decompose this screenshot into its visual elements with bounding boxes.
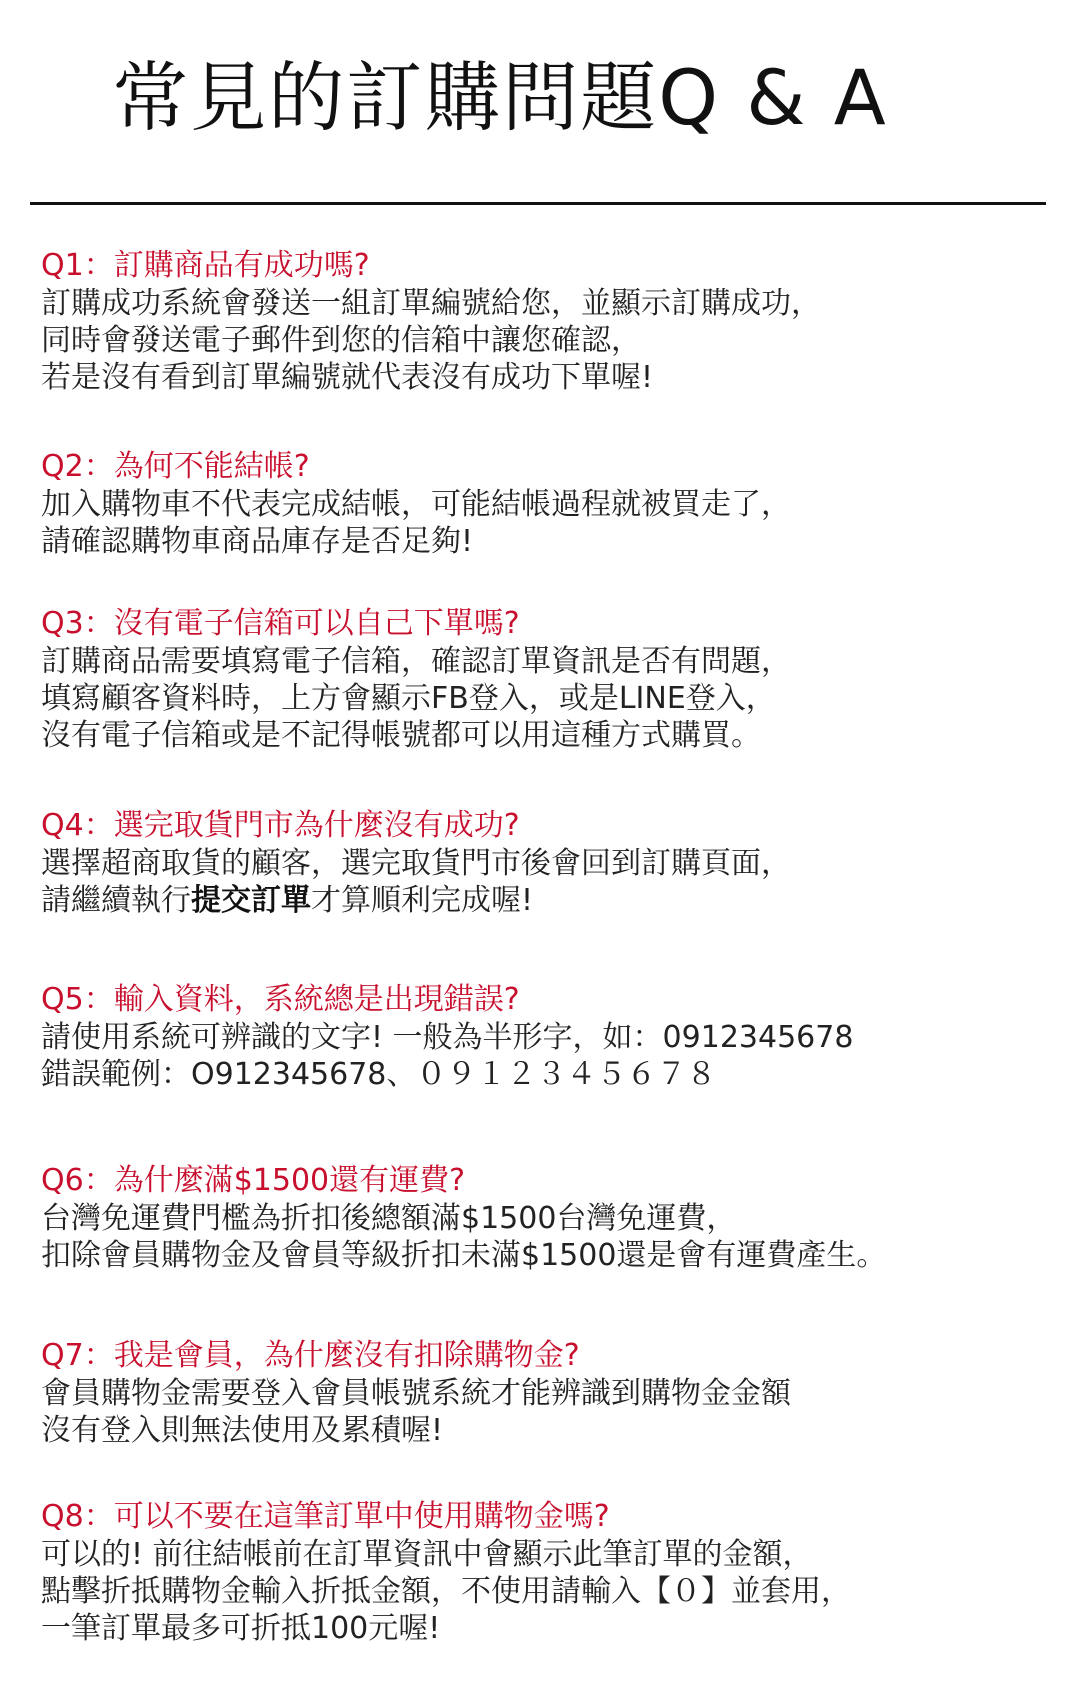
faq-item-q3 bbox=[41, 606, 1061, 754]
answer-line: 請使用系統可辨識的文字! 一般為半形字，如：0912345678 bbox=[41, 1020, 854, 1055]
faq-answer bbox=[41, 1019, 1061, 1093]
faq-item-q5 bbox=[41, 982, 1061, 1093]
faq-answer bbox=[41, 845, 1061, 919]
page-title: 常見的訂購問題Q & A bbox=[112, 53, 888, 142]
faq-item-q2 bbox=[41, 449, 1061, 560]
answer-line: 一筆訂單最多可折抵100元喔! bbox=[41, 1611, 441, 1646]
title-divider bbox=[30, 202, 1046, 205]
answer-line: 訂購成功系統會發送一組訂單編號給您，並顯示訂購成功， bbox=[41, 286, 821, 321]
faq-question: Q7：我是會員，為什麼沒有扣除購物金? bbox=[41, 1338, 580, 1373]
faq-answer bbox=[41, 1375, 1061, 1449]
answer-line: 若是沒有看到訂單編號就代表沒有成功下單喔! bbox=[41, 360, 654, 395]
answer-line: 台灣免運費門檻為折扣後總額滿$1500台灣免運費， bbox=[41, 1201, 737, 1236]
faq-answer bbox=[41, 1200, 1061, 1274]
faq-question: Q4：選完取貨門市為什麼沒有成功? bbox=[41, 808, 520, 843]
answer-line: 選擇超商取貨的顧客，選完取貨門市後會回到訂購頁面， bbox=[41, 846, 791, 881]
faq-question: Q8：可以不要在這筆訂單中使用購物金嗎? bbox=[41, 1499, 610, 1534]
answer-line: 沒有登入則無法使用及累積喔! bbox=[41, 1413, 444, 1448]
answer-line: 可以的! 前往結帳前在訂單資訊中會顯示此筆訂單的金額， bbox=[41, 1537, 813, 1572]
answer-text: 才算順利完成喔! bbox=[311, 883, 534, 918]
submit-order-emphasis: 提交訂單 bbox=[191, 883, 311, 918]
faq-item-q4 bbox=[41, 808, 1061, 919]
faq-item-q8 bbox=[41, 1499, 1061, 1647]
answer-text: 請繼續執行 bbox=[41, 883, 191, 918]
answer-line: 扣除會員購物金及會員等級折扣未滿$1500還是會有運費產生。 bbox=[41, 1238, 887, 1273]
faq-question: Q3：沒有電子信箱可以自己下單嗎? bbox=[41, 606, 520, 641]
faq-answer bbox=[41, 486, 1061, 560]
faq-answer bbox=[41, 643, 1061, 754]
faq-question: Q2：為何不能結帳? bbox=[41, 449, 310, 484]
answer-line: 填寫顧客資料時，上方會顯示FB登入，或是LINE登入， bbox=[41, 681, 776, 716]
answer-line: 訂購商品需要填寫電子信箱，確認訂單資訊是否有問題， bbox=[41, 644, 791, 679]
faq-answer bbox=[41, 285, 1061, 396]
answer-line: 會員購物金需要登入會員帳號系統才能辨識到購物金金額 bbox=[41, 1376, 791, 1411]
answer-line: 錯誤範例：O912345678、０９１２３４５６７８ bbox=[41, 1057, 717, 1092]
answer-line: 沒有電子信箱或是不記得帳號都可以用這種方式購買。 bbox=[41, 718, 761, 753]
faq-question: Q5：輸入資料，系統總是出現錯誤? bbox=[41, 982, 520, 1017]
answer-line: 請確認購物車商品庫存是否足夠! bbox=[41, 524, 474, 559]
faq-question: Q1：訂購商品有成功嗎? bbox=[41, 248, 370, 283]
answer-line: 點擊折抵購物金輸入折抵金額，不使用請輸入【０】並套用， bbox=[41, 1574, 851, 1609]
faq-item-q6 bbox=[41, 1163, 1061, 1274]
faq-item-q7 bbox=[41, 1338, 1061, 1449]
answer-line: 同時會發送電子郵件到您的信箱中讓您確認， bbox=[41, 323, 641, 358]
faq-question: Q6：為什麼滿$1500還有運費? bbox=[41, 1163, 466, 1198]
answer-line bbox=[41, 882, 1061, 919]
faq-answer bbox=[41, 1536, 1061, 1647]
answer-line: 加入購物車不代表完成結帳，可能結帳過程就被買走了， bbox=[41, 487, 791, 522]
faq-item-q1 bbox=[41, 248, 1061, 396]
